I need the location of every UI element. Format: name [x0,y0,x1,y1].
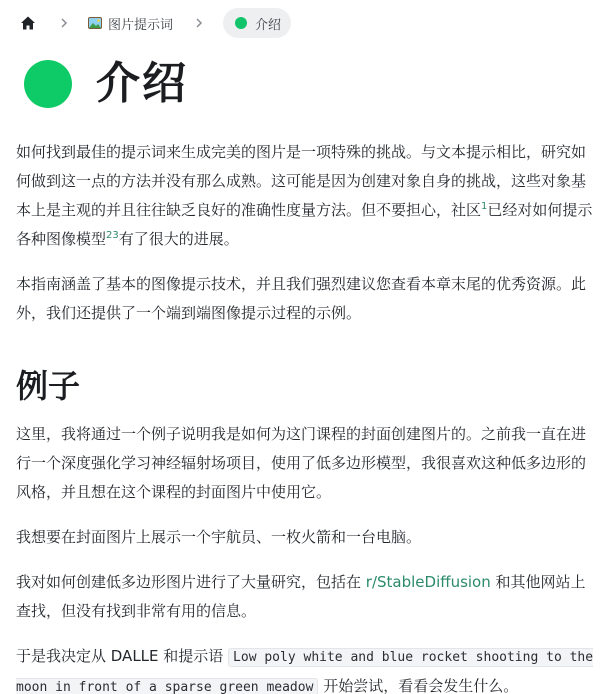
footnote-ref-1[interactable]: 1 [481,201,488,212]
home-icon [20,15,36,31]
page-title: 介绍 [96,58,188,109]
section-heading-example: 例子 [16,367,81,405]
green-circle-icon [24,60,72,108]
chevron-right-icon [189,18,209,28]
prompt-code: Low poly white and blue rocket shooting to the moon in front of a sparse green meadow [16,648,593,694]
breadcrumb-current-label: 介绍 [255,17,282,33]
article-content [16,138,596,694]
chevron-right-icon [54,18,74,28]
example-paragraph-3: 我对如何创建低多边形图片进行了大量研究，包括在 r/StableDiffusion 和其他网站上查找，但没有找到非常有用的信息。 [16,573,586,620]
footnote-ref-23[interactable]: 23 [106,230,119,241]
intro-paragraph-2: 本指南涵盖了基本的图像提示技术，并且我们强烈建议您查看本章末尾的优秀资源。此外，我们还提供了一个端到端图像提示过程的示例。 [16,275,587,322]
home-button[interactable] [18,13,38,33]
intro-paragraph-1: 如何找到最佳的提示词来生成完美的图片是一项特殊的挑战。与文本提示相比，研究如何做到这一点的方法并没有那么成熟。这可能是因为创建对象自身的挑战，这些对象基本上是主观的并且往往缺乏良好的准确性度量方法。但不要担心，社区$^1$已经对如何提示各种图像模型$^{23}$有了很大的进展。 [16,143,593,248]
breadcrumb-current[interactable] [223,8,291,38]
example-paragraph-4: 于是我决定从 DALLE 和提示语 Low poly white and blue rocket shooting to the moon in front of a sparse green meadow 开始尝试，看看会发生什么。 [16,642,596,694]
example-paragraph-1: 这里，我将通过一个例子说明我是如何为这门课程的封面创建图片的。之前我一直在进行一个深度强化学习神经辐射场项目，使用了低多边形模型，我很喜欢这种低多边形的风格，并且想在这个课程的封面图片中使用它。 [16,425,587,501]
breadcrumb-item-image-prompts[interactable] [88,14,173,33]
picture-icon [88,17,102,29]
green-circle-icon [235,17,247,29]
breadcrumb [18,8,291,38]
example-paragraph-2: 我想要在封面图片上展示一个宇航员、一枚火箭和一台电脑。 [16,528,422,546]
breadcrumb-item-label: 图片提示词 [108,17,174,33]
page-header [24,56,188,112]
stable-diffusion-link[interactable]: r/StableDiffusion [365,573,491,591]
